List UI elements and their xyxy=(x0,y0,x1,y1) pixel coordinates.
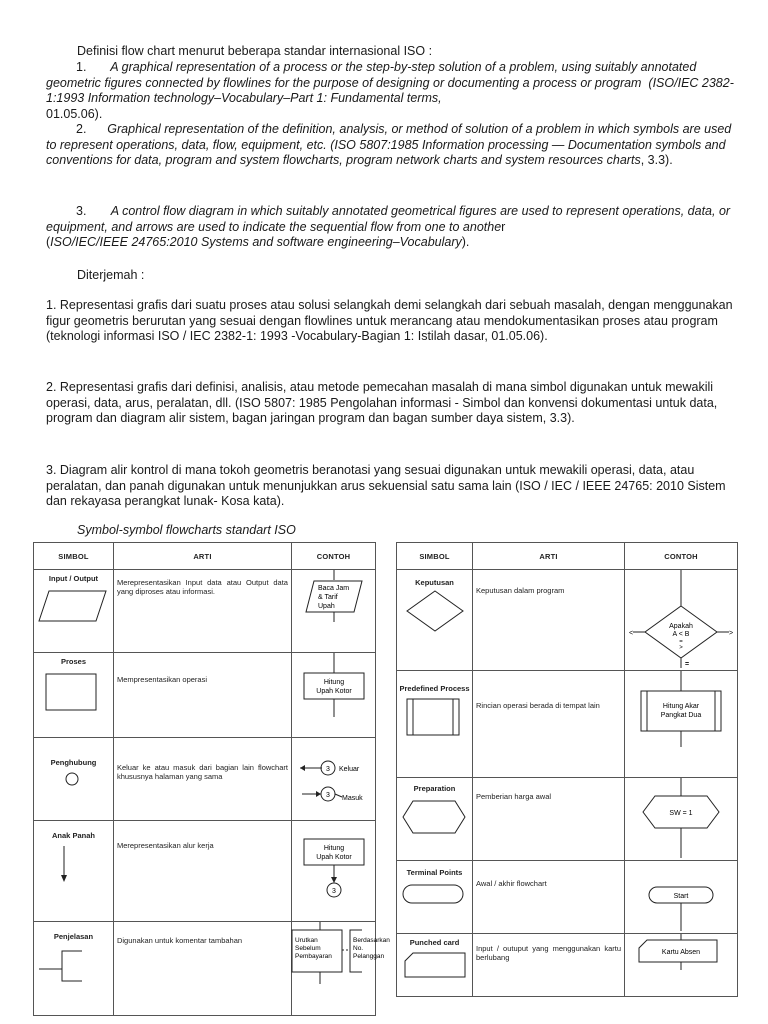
table-row xyxy=(34,922,376,1016)
example-terminal-diagram xyxy=(625,861,737,931)
predefined-process-icon xyxy=(397,693,472,743)
table-caption: Symbol-symbol flowcharts standart ISO xyxy=(77,523,296,537)
example-arrow-diagram xyxy=(292,821,375,919)
table-row xyxy=(397,570,738,671)
example-text: 3 xyxy=(332,888,336,895)
table-row xyxy=(397,778,738,861)
symbol-meaning: Keluar ke atau masuk dari bagian lain flowchart khususnya halaman yang sama xyxy=(116,763,288,781)
punched-card-icon xyxy=(397,947,472,983)
example-text: = xyxy=(685,661,690,668)
symbol-name: Terminal Points xyxy=(406,868,463,877)
example-text: Berdasarkan xyxy=(352,937,390,944)
definition-3: 3. A control flow diagram in which suitably annotated geometrical figures are used to represent operations, data, or equipment, and arrows are used to indicate the sequential flow from one to another (ISO/IEC/IEEE 24765:2010 Systems and software engineering–Vocabulary). xyxy=(46,204,731,249)
symbol-meaning: Merepresentasikan alur kerja xyxy=(116,841,214,850)
example-text: & Tarif xyxy=(317,594,338,601)
table-row xyxy=(34,821,376,922)
hexagon-icon xyxy=(397,793,472,843)
example-text: Pembayaran xyxy=(294,953,332,960)
symbol-name: Penghubung xyxy=(50,758,97,767)
example-text: Hitung xyxy=(323,845,345,852)
example-text: Hitung xyxy=(323,679,345,686)
symbol-meaning: Digunakan untuk komentar tambahan xyxy=(116,936,243,945)
translation-3: 3. Diagram alir kontrol di mana tokoh geometris beranotasi yang sesuai digunakan untuk mewakili operasi, data, atau peralatan, dan panah digunakan untuk menunjukkan arus sekuensial satu sama lain (ISO / IEC / IEEE 24765: 2010 Sistem dan rekayasa perangkat lunak- Kosa kata). xyxy=(46,463,726,508)
header-arti: ARTI xyxy=(473,543,625,570)
symbol-table-right xyxy=(396,542,738,997)
example-text: Upah xyxy=(317,603,335,610)
symbol-name: Predefined Process xyxy=(399,684,470,693)
example-text: Apakah xyxy=(669,623,693,630)
header-contoh: CONTOH xyxy=(291,543,375,570)
example-text: 3 xyxy=(326,792,330,799)
example-text: < xyxy=(629,630,634,637)
example-text: Upah Kotor xyxy=(316,688,352,695)
example-decision-diagram xyxy=(625,570,737,668)
example-text: Pelanggan xyxy=(352,953,385,960)
example-preparation-diagram xyxy=(625,778,737,858)
example-text: = xyxy=(679,639,683,645)
table-row xyxy=(397,934,738,997)
example-text: Hitung Akar xyxy=(662,703,700,710)
example-process-diagram xyxy=(292,653,375,735)
example-text: 3 xyxy=(326,766,330,773)
example-text: Keluar xyxy=(338,766,360,773)
header-simbol: SIMBOL xyxy=(34,543,114,570)
example-text: No. xyxy=(352,945,364,952)
symbol-meaning: Merepresentasikan Input data atau Output data yang diproses atau informasi. xyxy=(116,578,288,596)
connector-circle-icon xyxy=(34,767,112,807)
table-row xyxy=(34,570,376,653)
example-text: Upah Kotor xyxy=(316,854,352,861)
example-predefined-diagram xyxy=(625,671,737,775)
table-row xyxy=(34,738,376,821)
example-text: Pangkat Dua xyxy=(660,712,702,719)
definition-1: 1. A graphical representation of a process or the step-by-step solution of a problem, using suitably annotated geometric figures connected by flowlines for the purpose of designing or documenting a process or program (ISO/IEC 2382-1:1993 Information technology–Vocabulary–Part 1: Fundamental terms, 01.05.06). xyxy=(46,60,734,121)
parallelogram-icon xyxy=(34,583,112,633)
symbol-meaning: Keputusan dalam program xyxy=(476,586,565,595)
arrow-down-icon xyxy=(34,840,112,900)
diamond-icon xyxy=(397,587,472,637)
terminal-icon xyxy=(397,877,472,913)
symbol-name: Keputusan xyxy=(415,578,454,587)
example-punched-card-diagram xyxy=(625,934,737,994)
symbol-meaning: Awal / akhir flowchart xyxy=(476,879,547,888)
intro-heading: Definisi flow chart menurut beberapa standar internasional ISO : xyxy=(77,44,433,58)
symbol-meaning: Mempresentasikan operasi xyxy=(116,675,208,684)
symbol-meaning: Rincian operasi berada di tempat lain xyxy=(476,701,600,710)
example-connector-diagram xyxy=(292,738,375,818)
example-text: A < B xyxy=(672,631,690,638)
diterjemah-label: Diterjemah : xyxy=(77,268,145,282)
example-text: Baca Jam xyxy=(317,585,350,592)
example-text: > xyxy=(679,645,683,651)
example-text: > xyxy=(729,630,734,637)
symbol-name: Input / Output xyxy=(48,574,99,583)
header-contoh: CONTOH xyxy=(625,543,738,570)
symbol-name: Anak Panah xyxy=(52,831,95,840)
example-text: Masuk xyxy=(341,795,363,802)
header-arti: ARTI xyxy=(113,543,291,570)
table-row xyxy=(397,671,738,778)
translation-2: 2. Representasi grafis dari definisi, analisis, atau metode pemecahan masalah di mana simbol digunakan untuk mewakili operasi, data, arus, peralatan, dll. (ISO 5807: 1985 Pengolahan informasi - Simbol dan konvensi dokumentasi untuk data, program dan diagram alir sistem, bagan jaringan program dan bagan sumber daya sistem, 3.3). xyxy=(46,380,718,425)
translation-1: 1. Representasi grafis dari suatu proses atau solusi selangkah demi selangkah dari sebuah masalah, dengan menggunakan figur geometris berurutan yang sesuai dengan flowlines untuk merancang atau mendokumentasikan proses atau program (teknologi informasi ISO / IEC 2382-1: 1993 -Vocabulary-Bagian 1: Istilah dasar, 01.05.06). xyxy=(46,298,733,343)
example-text: SW = 1 xyxy=(669,810,693,817)
symbol-name: Proses xyxy=(60,657,86,666)
symbol-table-left xyxy=(33,542,390,1016)
example-text: Start xyxy=(673,893,689,900)
example-text: Sebelum xyxy=(294,945,321,952)
symbol-meaning: Pemberian harga awal xyxy=(476,792,552,801)
example-io-diagram xyxy=(292,570,375,650)
annotation-bracket-icon xyxy=(34,941,112,1001)
example-text: Kartu Absen xyxy=(661,949,701,956)
symbol-meaning: Input / outuput yang menggunakan kartu berlubang xyxy=(476,944,621,962)
symbol-name: Penjelasan xyxy=(53,932,94,941)
rectangle-icon xyxy=(34,666,112,718)
table-row xyxy=(34,653,376,738)
header-simbol: SIMBOL xyxy=(397,543,473,570)
symbol-name: Punched card xyxy=(409,938,460,947)
table-row xyxy=(397,861,738,934)
definition-2: 2. Graphical representation of the definition, analysis, or method of solution of a problem in which symbols are used to represent operations, data, flow, equipment, etc. (ISO 5807:1985 Information processing — Documentation symbols and conventions for data, program and system flowcharts, program network charts and system resources charts, 3.3). xyxy=(46,122,732,167)
example-annotation-diagram xyxy=(262,922,390,1016)
symbol-name: Preparation xyxy=(413,784,456,793)
example-text: Urutkan xyxy=(294,937,318,944)
